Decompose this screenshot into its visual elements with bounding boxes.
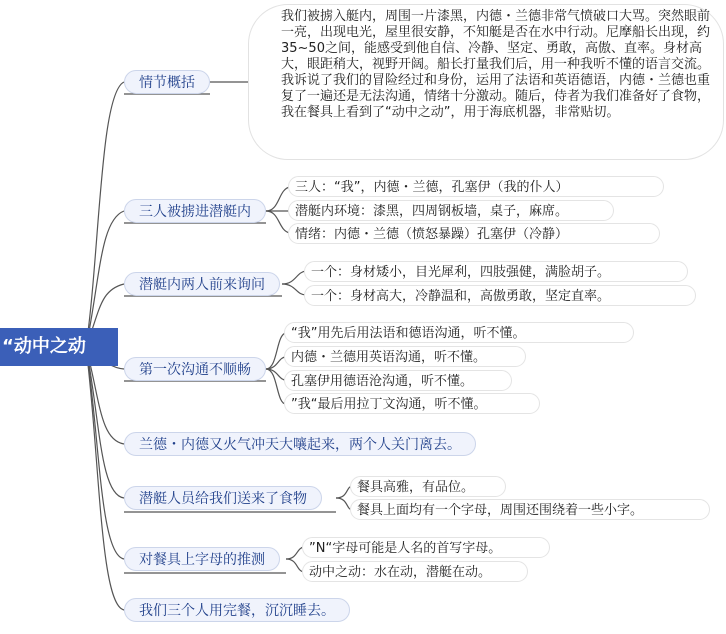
leaf-emotions[interactable]: 情绪：内德・兰德（愤怒暴躁）孔塞伊（冷静） bbox=[288, 223, 660, 244]
leaf-tableware-letter[interactable]: 餐具上面均有一个字母，周围还围绕着一些小字。 bbox=[350, 499, 710, 520]
branch-two-come-ask[interactable]: 潜艇内两人前来询问 bbox=[124, 272, 280, 296]
leaf-french-german[interactable]: “我”用先后用法语和德语沟通，听不懂。 bbox=[284, 322, 634, 343]
leaf-tableware-elegant[interactable]: 餐具高雅，有品位。 bbox=[350, 476, 506, 497]
leaf-person-tall[interactable]: 一个：身材高大，冷静温和，高傲勇敢，坚定直率。 bbox=[304, 285, 696, 306]
leaf-letter-n[interactable]: ”N“字母可能是人名的首写字母。 bbox=[302, 537, 550, 558]
plot-summary-paragraph bbox=[248, 4, 724, 160]
branch-three-captured[interactable]: 三人被掳进潜艇内 bbox=[124, 199, 266, 223]
branch-land-angry[interactable]: 兰德・内德又火气冲天大嚷起来，两个人关门离去。 bbox=[124, 432, 476, 456]
leaf-three-people[interactable]: 三人：“我”，内德・兰德，孔塞伊（我的仆人） bbox=[288, 176, 664, 197]
leaf-mobilis[interactable]: 动中之动：水在动，潜艇在动。 bbox=[302, 561, 528, 582]
leaf-latin[interactable]: ”我“最后用拉丁文沟通，听不懂。 bbox=[284, 393, 540, 414]
branch-sleep[interactable]: 我们三个人用完餐，沉沉睡去。 bbox=[124, 598, 350, 622]
root-topic[interactable]: “动中之动 bbox=[0, 328, 118, 366]
leaf-english[interactable]: 内德・兰德用英语沟通，听不懂。 bbox=[284, 346, 526, 367]
plot-summary-text: 我们被掳入艇内，周围一片漆黑，内德・兰德非常气愤破口大骂。突然眼前一亮，出现电光，屋里很安静，不知艇是否在水中行动。尼摩船长出现，约35~50之间，能感受到他自信、冷静、坚定、勇敢，高傲、直率。身材高大，眼距稍大，视野开阔。船长打量我们后，用一种我听不懂的语言交流。我诉说了我们的冒险经过和身份，运用了法语和英语德语，内德・兰德也重复了一遍还是无法沟通，情绪十分激动。随后，侍者为我们准备好了食物，我在餐具上看到了“动中之动”，用于海底机器，非常贴切。 bbox=[281, 9, 711, 120]
leaf-dutch[interactable]: 孔塞伊用德语沧沟通，听不懂。 bbox=[284, 370, 512, 391]
branch-letter-guess[interactable]: 对餐具上字母的推测 bbox=[124, 547, 280, 571]
leaf-sub-environment[interactable]: 潜艇内环境：漆黑，四周钢板墙，桌子，麻席。 bbox=[288, 200, 614, 221]
branch-first-communication[interactable]: 第一次沟通不顺畅 bbox=[124, 357, 266, 381]
branch-food-delivered[interactable]: 潜艇人员给我们送来了食物 bbox=[124, 486, 322, 510]
leaf-person-short[interactable]: 一个：身材矮小，目光犀利，四肢强健，满脸胡子。 bbox=[304, 261, 688, 282]
branch-plot-summary[interactable]: 情节概括 bbox=[124, 70, 210, 94]
